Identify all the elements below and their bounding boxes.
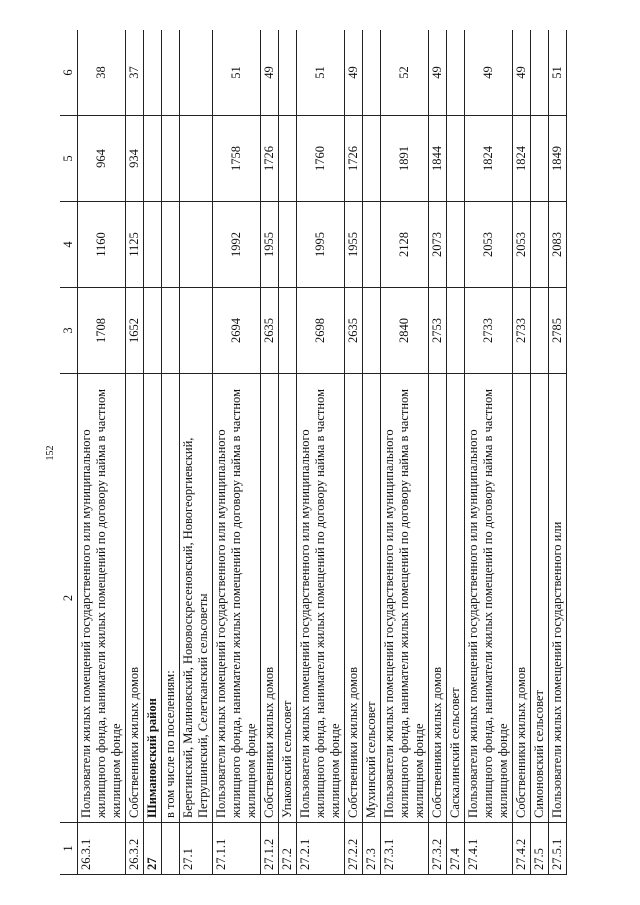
row-value-col5: 934 <box>126 115 144 201</box>
row-name: Берегинский, Малиновский, Нововоскресеновский, Новогеоргиевский, Петрушинский, Селетканский сельсоветы <box>180 373 213 822</box>
row-value-col3: 1708 <box>78 287 126 373</box>
row-name: Пользователи жилых помещений государственного или <box>549 373 567 822</box>
row-code: 26.3.1 <box>78 822 126 874</box>
row-value-col6: 52 <box>381 30 429 115</box>
row-value-col4: 2053 <box>513 201 531 287</box>
table-row <box>279 30 297 874</box>
row-value-col4: 2053 <box>465 201 513 287</box>
row-name: Пользователи жилых помещений государственного или муниципального жилищного фонда, наниматели жилых помещений по договору найма в частном жилищном фонде <box>78 373 126 822</box>
row-value-col5 <box>144 115 162 201</box>
row-value-col3: 2753 <box>429 287 447 373</box>
table-row <box>162 30 180 874</box>
row-name: в том числе по поселениям: <box>162 373 180 822</box>
row-value-col5: 1760 <box>297 115 345 201</box>
row-value-col3 <box>531 287 549 373</box>
row-value-col6: 51 <box>549 30 567 115</box>
row-name: Собственники жилых домов <box>126 373 144 822</box>
row-code: 27.2.1 <box>297 822 345 874</box>
row-value-col3: 2694 <box>213 287 261 373</box>
row-name: Пользователи жилых помещений государственного или муниципального жилищного фонда, наниматели жилых помещений по договору найма в частном жилищном фонде <box>213 373 261 822</box>
row-value-col3 <box>162 287 180 373</box>
table-row <box>180 30 213 874</box>
table-row <box>297 30 345 874</box>
row-code: 27 <box>144 822 162 874</box>
row-name: Саскалинский сельсовет <box>447 373 465 822</box>
row-name: Симоновский сельсовет <box>531 373 549 822</box>
row-code: 27.4.2 <box>513 822 531 874</box>
row-name: Собственники жилых домов <box>345 373 363 822</box>
row-value-col6 <box>279 30 297 115</box>
row-value-col4 <box>531 201 549 287</box>
row-code: 27.1 <box>180 822 213 874</box>
row-value-col4 <box>363 201 381 287</box>
row-value-col5: 1726 <box>261 115 279 201</box>
header-col-6: 6 <box>60 30 78 115</box>
row-value-col5 <box>162 115 180 201</box>
header-col-1: 1 <box>60 822 78 874</box>
row-value-col6 <box>531 30 549 115</box>
row-code <box>162 822 180 874</box>
row-value-col3: 2733 <box>465 287 513 373</box>
row-value-col4 <box>279 201 297 287</box>
row-value-col4 <box>447 201 465 287</box>
row-value-col3: 2635 <box>345 287 363 373</box>
row-value-col4: 2128 <box>381 201 429 287</box>
table-row <box>261 30 279 874</box>
row-value-col6 <box>162 30 180 115</box>
row-value-col5: 1891 <box>381 115 429 201</box>
row-value-col5 <box>180 115 213 201</box>
row-value-col6: 51 <box>213 30 261 115</box>
row-value-col6: 49 <box>261 30 279 115</box>
row-value-col6 <box>363 30 381 115</box>
row-value-col3: 2840 <box>381 287 429 373</box>
row-code: 27.1.1 <box>213 822 261 874</box>
table-row <box>513 30 531 874</box>
row-value-col5: 964 <box>78 115 126 201</box>
row-name: Пользователи жилых помещений государственного или муниципального жилищного фонда, наниматели жилых помещений по договору найма в частном жилищном фонде <box>297 373 345 822</box>
row-value-col3: 2698 <box>297 287 345 373</box>
row-value-col3 <box>279 287 297 373</box>
row-value-col4 <box>180 201 213 287</box>
row-name: Упаковский сельсовет <box>279 373 297 822</box>
row-value-col6: 51 <box>297 30 345 115</box>
row-value-col3: 2785 <box>549 287 567 373</box>
row-name: Мухинский сельсовет <box>363 373 381 822</box>
row-code: 27.1.2 <box>261 822 279 874</box>
header-col-4: 4 <box>60 201 78 287</box>
row-code: 26.3.2 <box>126 822 144 874</box>
row-value-col4: 1955 <box>261 201 279 287</box>
row-name: Пользователи жилых помещений государственного или муниципального жилищного фонда, наниматели жилых помещений по договору найма в частном жилищном фонде <box>465 373 513 822</box>
row-value-col5 <box>363 115 381 201</box>
row-value-col6 <box>144 30 162 115</box>
row-value-col4 <box>162 201 180 287</box>
row-value-col4: 1125 <box>126 201 144 287</box>
row-value-col6: 49 <box>513 30 531 115</box>
row-value-col6: 49 <box>429 30 447 115</box>
row-value-col4 <box>144 201 162 287</box>
table-row <box>447 30 465 874</box>
row-name: Шимановский район <box>144 373 162 822</box>
row-value-col3 <box>144 287 162 373</box>
row-value-col4: 2083 <box>549 201 567 287</box>
row-value-col5: 1726 <box>345 115 363 201</box>
row-value-col4: 1995 <box>297 201 345 287</box>
tariff-table <box>60 30 567 875</box>
table-row <box>429 30 447 874</box>
row-value-col3: 2733 <box>513 287 531 373</box>
row-code: 27.4.1 <box>465 822 513 874</box>
row-value-col6: 38 <box>78 30 126 115</box>
row-value-col4: 1160 <box>78 201 126 287</box>
row-code: 27.5 <box>531 822 549 874</box>
page-number: 152 <box>45 445 56 461</box>
row-value-col3 <box>447 287 465 373</box>
row-value-col5: 1844 <box>429 115 447 201</box>
table-row <box>345 30 363 874</box>
row-value-col6: 49 <box>465 30 513 115</box>
row-code: 27.5.1 <box>549 822 567 874</box>
row-value-col5 <box>531 115 549 201</box>
header-col-3: 3 <box>60 287 78 373</box>
row-code: 27.4 <box>447 822 465 874</box>
row-value-col3: 2635 <box>261 287 279 373</box>
row-value-col5: 1758 <box>213 115 261 201</box>
row-value-col4: 1992 <box>213 201 261 287</box>
row-code: 27.2 <box>279 822 297 874</box>
row-value-col4: 2073 <box>429 201 447 287</box>
row-value-col6: 49 <box>345 30 363 115</box>
table-row <box>78 30 126 874</box>
table-header-row <box>60 30 78 874</box>
row-code: 27.3 <box>363 822 381 874</box>
row-name: Собственники жилых домов <box>261 373 279 822</box>
row-value-col3: 1652 <box>126 287 144 373</box>
row-name: Собственники жилых домов <box>513 373 531 822</box>
row-name: Пользователи жилых помещений государственного или муниципального жилищного фонда, наниматели жилых помещений по договору найма в частном жилищном фонде <box>381 373 429 822</box>
row-value-col6 <box>180 30 213 115</box>
table-row <box>363 30 381 874</box>
row-value-col6 <box>447 30 465 115</box>
row-value-col5: 1824 <box>513 115 531 201</box>
row-name: Собственники жилых домов <box>429 373 447 822</box>
row-value-col5: 1824 <box>465 115 513 201</box>
table-row <box>465 30 513 874</box>
row-value-col3 <box>180 287 213 373</box>
table-row <box>144 30 162 874</box>
header-col-2: 2 <box>60 373 78 822</box>
row-value-col3 <box>363 287 381 373</box>
row-code: 27.3.1 <box>381 822 429 874</box>
row-code: 27.2.2 <box>345 822 363 874</box>
table-viewport <box>60 30 640 875</box>
table-row <box>549 30 567 874</box>
row-code: 27.3.2 <box>429 822 447 874</box>
row-value-col6: 37 <box>126 30 144 115</box>
table-row <box>126 30 144 874</box>
row-value-col5 <box>447 115 465 201</box>
table-row <box>531 30 549 874</box>
table-row <box>381 30 429 874</box>
header-col-5: 5 <box>60 115 78 201</box>
row-value-col4: 1955 <box>345 201 363 287</box>
table-row <box>213 30 261 874</box>
row-value-col5 <box>279 115 297 201</box>
row-value-col5: 1849 <box>549 115 567 201</box>
